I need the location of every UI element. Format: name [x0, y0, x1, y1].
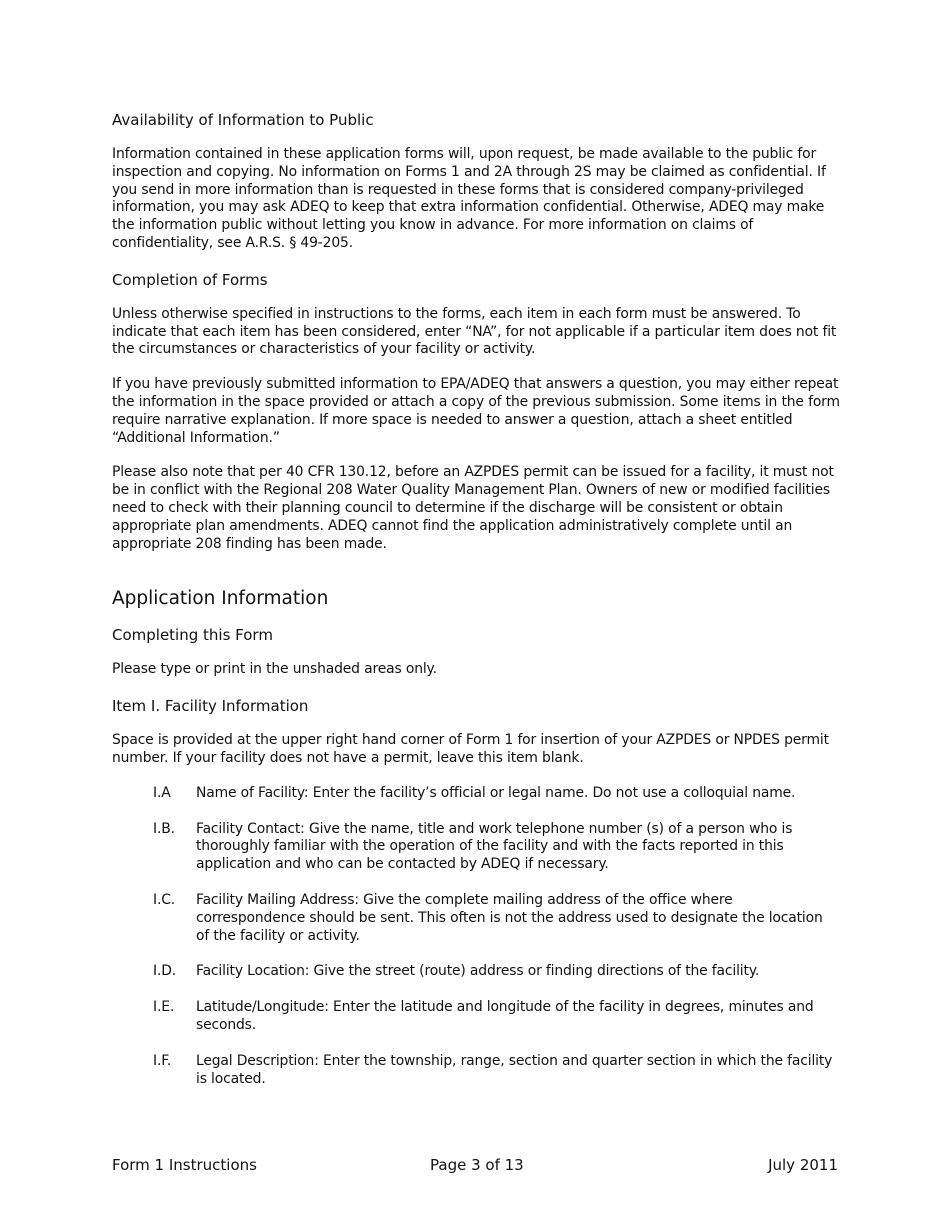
list-item	[112, 892, 840, 945]
application-information-heading: Application Information	[112, 588, 329, 610]
item-text: Facility Mailing Address: Give the complete mailing address of the office where correspondence should be sent. This often is not the address used to designate the location of the facility or activity.	[196, 891, 823, 944]
list-item	[112, 785, 840, 803]
list-item	[112, 999, 840, 1035]
list-item	[112, 963, 840, 981]
item-number: I.C.	[153, 891, 176, 908]
item-number: I.D.	[153, 963, 177, 980]
list-item	[112, 821, 840, 874]
completion-heading: Completion of Forms	[112, 270, 268, 289]
item-i-paragraph: Space is provided at the upper right hand corner of Form 1 for insertion of your AZPDES or NPDES permit number. If your facility does not have a permit, leave this item blank.	[112, 732, 829, 766]
list-item	[112, 1053, 840, 1089]
completion-paragraph-1: Unless otherwise specified in instructions to the forms, each item in each form must be answered. To indicate that each item has been considered, enter “NA”, for not applicable if a particular item does not fit the circumstances or characteristics of your facility or activity.	[112, 305, 837, 358]
item-number: I.B.	[153, 820, 175, 837]
completion-paragraph-3: Please also note that per 40 CFR 130.12, before an AZPDES permit can be issued for a facility, it must not be in conflict with the Regional 208 Water Quality Management Plan. Owners of new or modified facilities need to check with their planning council to determine if the discharge will be consistent or obtain appropriate plan amendments. ADEQ cannot find the application administratively complete until an appropriate 208 finding has been made.	[112, 464, 834, 552]
item-text: Legal Description: Enter the township, range, section and quarter section in which the facility is located.	[196, 1052, 833, 1087]
completion-paragraph-2: If you have previously submitted information to EPA/ADEQ that answers a question, you may either repeat the information in the space provided or attach a copy of the previous submission. Some items in the form require narrative explanation. If more space is needed to answer a question, attach a sheet entitled “Additional Information.”	[112, 376, 840, 446]
footer-document-title: Form 1 Instructions	[112, 1156, 257, 1174]
availability-paragraph: Information contained in these application forms will, upon request, be made available to the public for inspection and copying. No information on Forms 1 and 2A through 2S may be claimed as confidential. If you send in more information than is requested in these forms that is considered company-privileged information, you may ask ADEQ to keep that extra information confidential. Otherwise, ADEQ may make the information public without letting you know in advance. For more information on claims of confidentiality, see A.R.S. § 49-205.	[112, 146, 826, 251]
item-text: Facility Contact: Give the name, title and work telephone number (s) of a person who is thoroughly familiar with the operation of the facility and with the facts reported in this application and who can be contacted by ADEQ if necessary.	[196, 820, 793, 873]
completing-form-heading: Completing this Form	[112, 626, 273, 645]
facility-items-list	[112, 785, 840, 1089]
item-number: I.F.	[153, 1052, 172, 1069]
item-number: I.A	[153, 784, 171, 801]
footer-date: July 2011	[768, 1156, 838, 1174]
page-content	[112, 110, 840, 1088]
item-text: Name of Facility: Enter the facility’s official or legal name. Do not use a colloquial name.	[196, 784, 796, 801]
completing-form-paragraph: Please type or print in the unshaded areas only.	[112, 661, 437, 678]
footer-page-number: Page 3 of 13	[430, 1156, 524, 1174]
item-text: Facility Location: Give the street (route) address or finding directions of the facility.	[196, 963, 760, 980]
availability-heading: Availability of Information to Public	[112, 111, 374, 129]
item-number: I.E.	[153, 999, 175, 1016]
item-text: Latitude/Longitude: Enter the latitude and longitude of the facility in degrees, minutes and seconds.	[196, 999, 814, 1033]
item-i-heading: Item I. Facility Information	[112, 697, 309, 716]
